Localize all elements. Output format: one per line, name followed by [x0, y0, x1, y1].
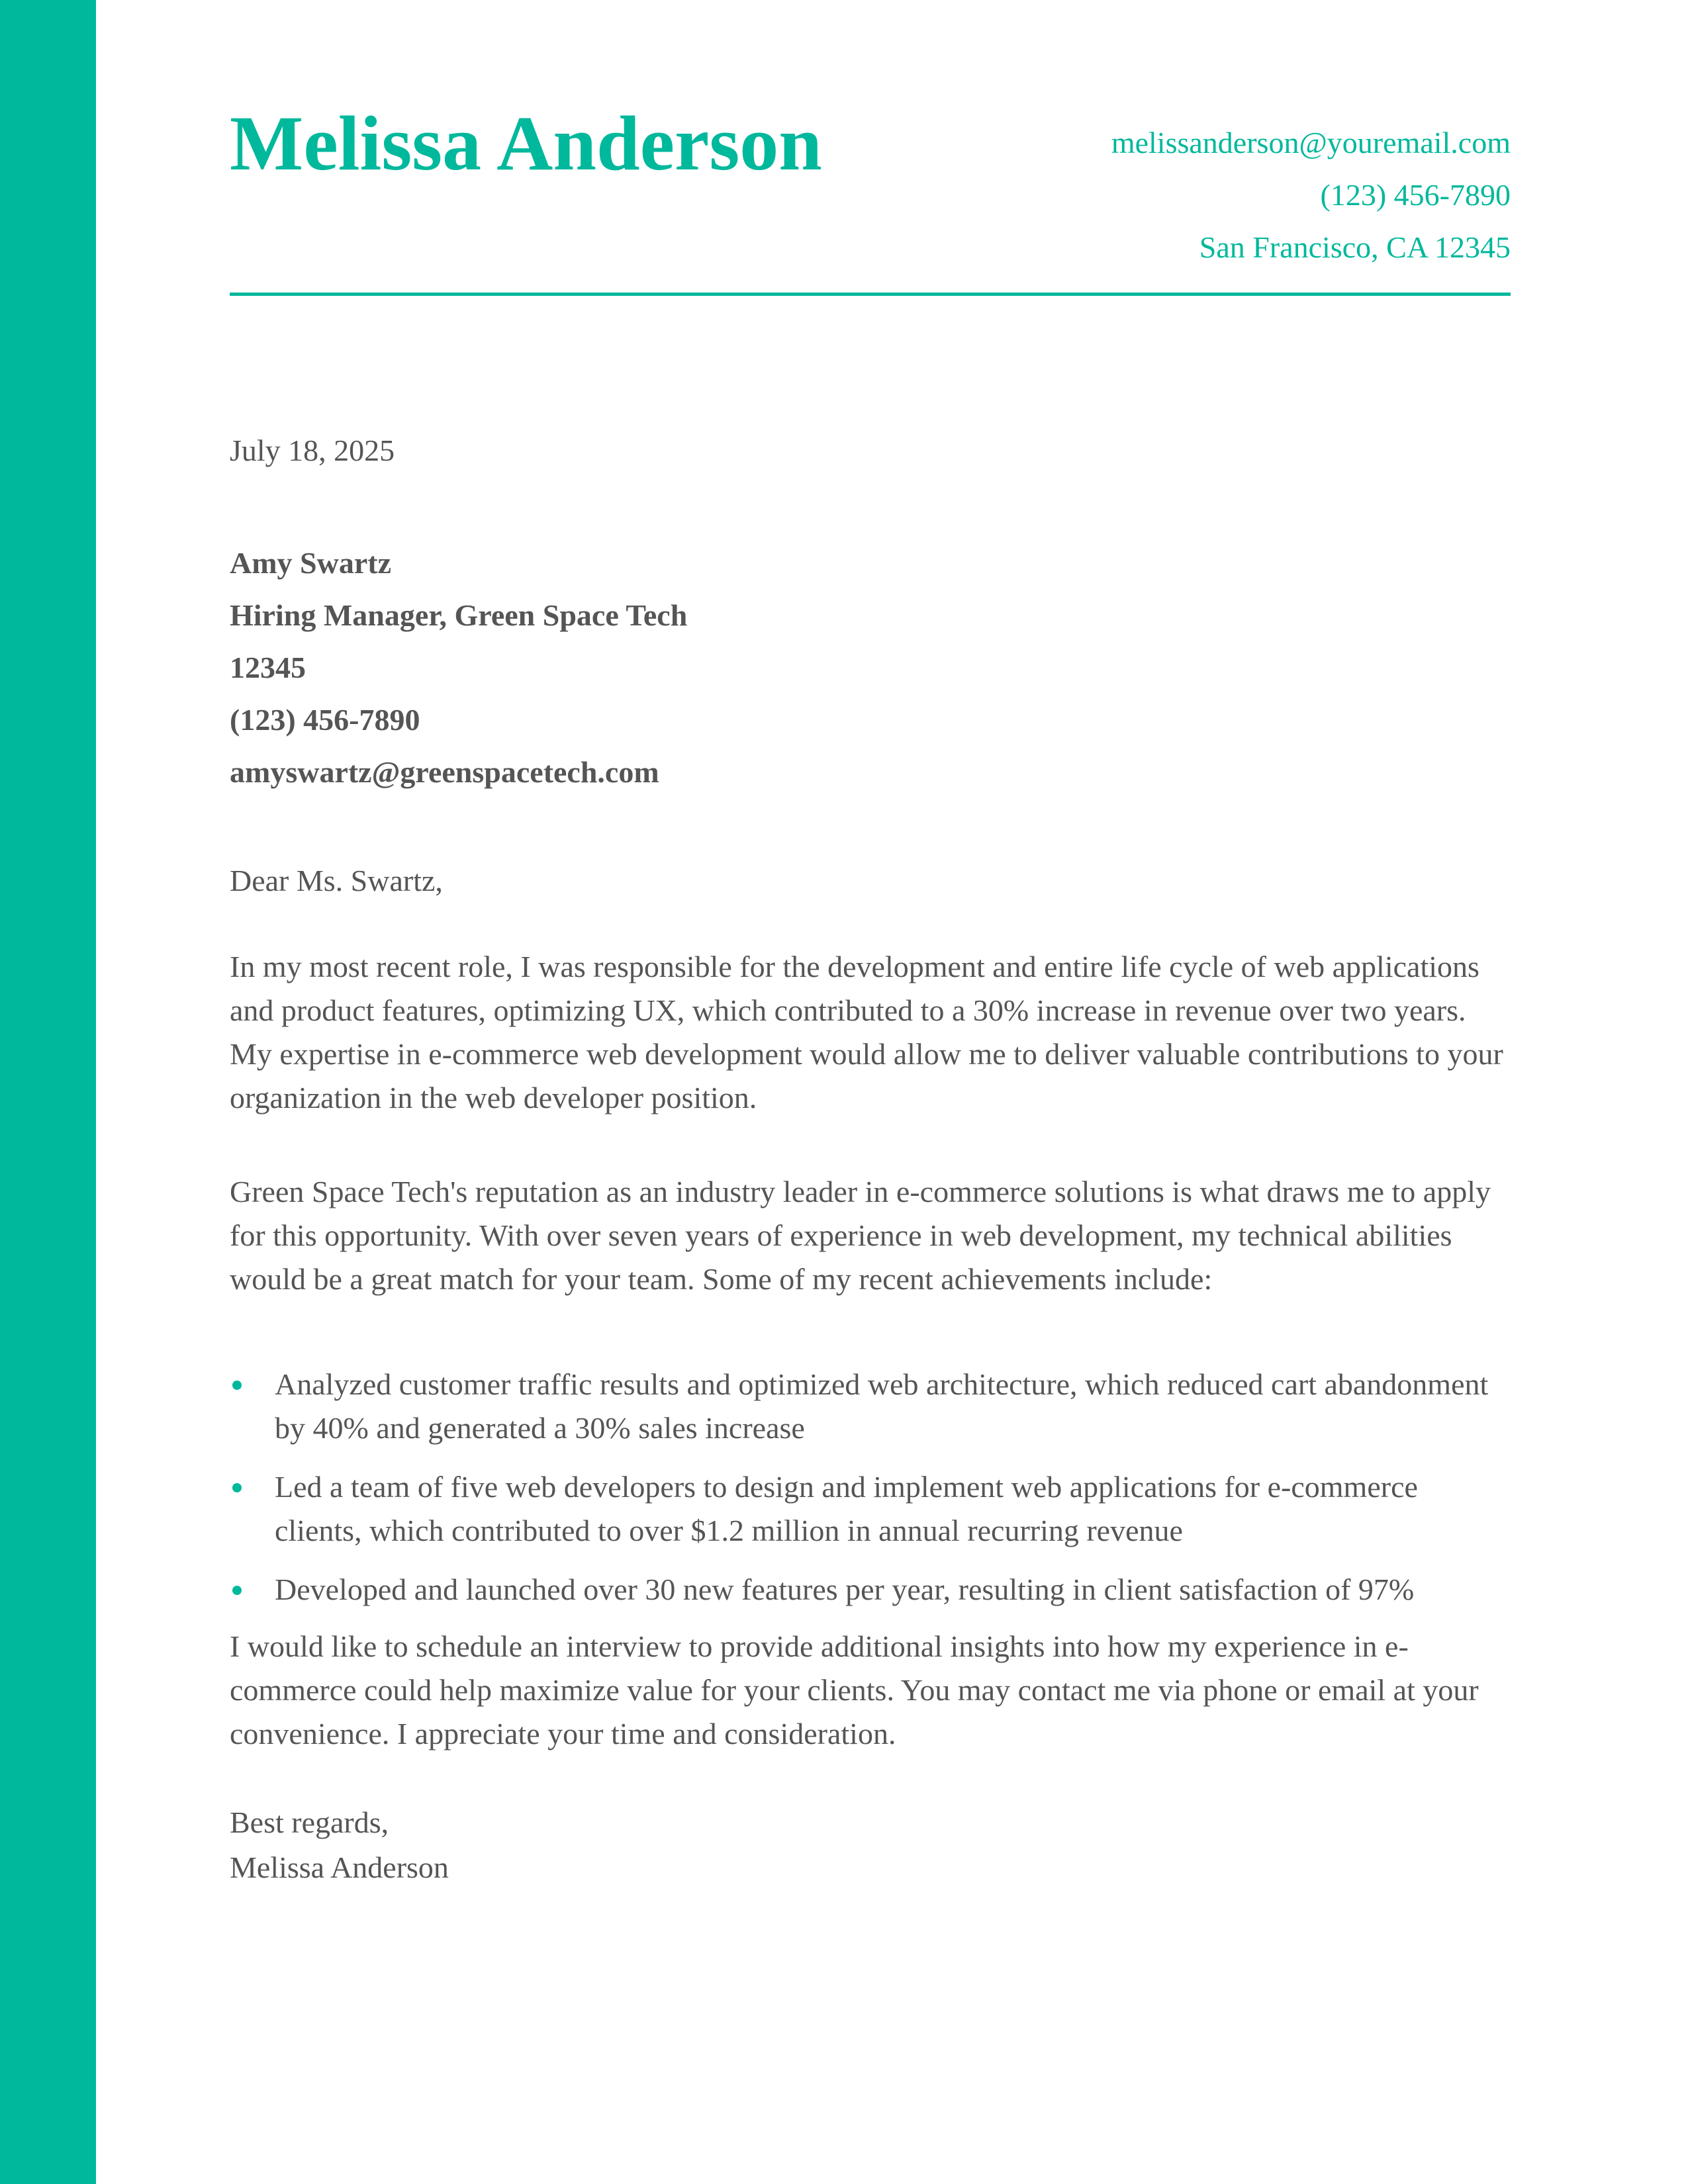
list-item	[230, 1363, 1511, 1450]
body-paragraph-3: I would like to schedule an interview to provide additional insights into how my experience in e-commerce could help maximize value for your clients. You may contact me via phone or email at your convenience. I appreciate your time and consideration.	[230, 1629, 1479, 1751]
sign-off: Best regards,	[230, 1805, 389, 1839]
recipient-title: Hiring Manager, Green Space Tech	[230, 598, 688, 632]
sender-contact-block	[1111, 116, 1511, 273]
salutation: Dear Ms. Swartz,	[230, 864, 443, 897]
closing-block	[230, 1800, 449, 1890]
bullet-icon	[232, 1483, 242, 1492]
bullet-icon	[232, 1586, 242, 1595]
bullet-icon	[232, 1381, 242, 1390]
sender-location: San Francisco, CA 12345	[1199, 230, 1511, 264]
recipient-zip: 12345	[230, 651, 306, 684]
achievement-text: Developed and launched over 30 new features per year, resulting in client satisfaction of 97%	[275, 1572, 1415, 1606]
recipient-block	[230, 537, 687, 798]
header-divider	[230, 293, 1511, 296]
sender-email: melissanderson@youremail.com	[1111, 126, 1511, 159]
achievement-text: Analyzed customer traffic results and optimized web architecture, which reduced cart abandonment by 40% and generated a 30% sales increase	[275, 1367, 1489, 1445]
accent-side-bar	[0, 0, 96, 2184]
list-item	[230, 1465, 1511, 1553]
list-item	[230, 1568, 1511, 1612]
signature-name: Melissa Anderson	[230, 1850, 449, 1884]
body-paragraph-1: In my most recent role, I was responsible for the development and entire life cycle of web applications and product features, optimizing UX, which contributed to a 30% increase in revenue over two years. My expertise in e-commerce web development would allow me to deliver valuable contributions to your organization in the web developer position.	[230, 950, 1503, 1115]
sender-name: Melissa Anderson	[230, 100, 822, 187]
sender-phone: (123) 456-7890	[1320, 178, 1511, 212]
recipient-name: Amy Swartz	[230, 546, 391, 580]
recipient-email: amyswartz@greenspacetech.com	[230, 755, 659, 789]
body-paragraph-2: Green Space Tech's reputation as an industry leader in e-commerce solutions is what draws me to apply for this opportunity. With over seven years of experience in web development, my technical abilities would be a great match for your team. Some of my recent achievements include:	[230, 1175, 1491, 1296]
letter-date: July 18, 2025	[230, 433, 395, 467]
achievements-list	[230, 1363, 1511, 1627]
achievement-text: Led a team of five web developers to design and implement web applications for e-commerce clients, which contributed to over $1.2 million in annual recurring revenue	[275, 1470, 1418, 1547]
recipient-phone: (123) 456-7890	[230, 703, 420, 737]
